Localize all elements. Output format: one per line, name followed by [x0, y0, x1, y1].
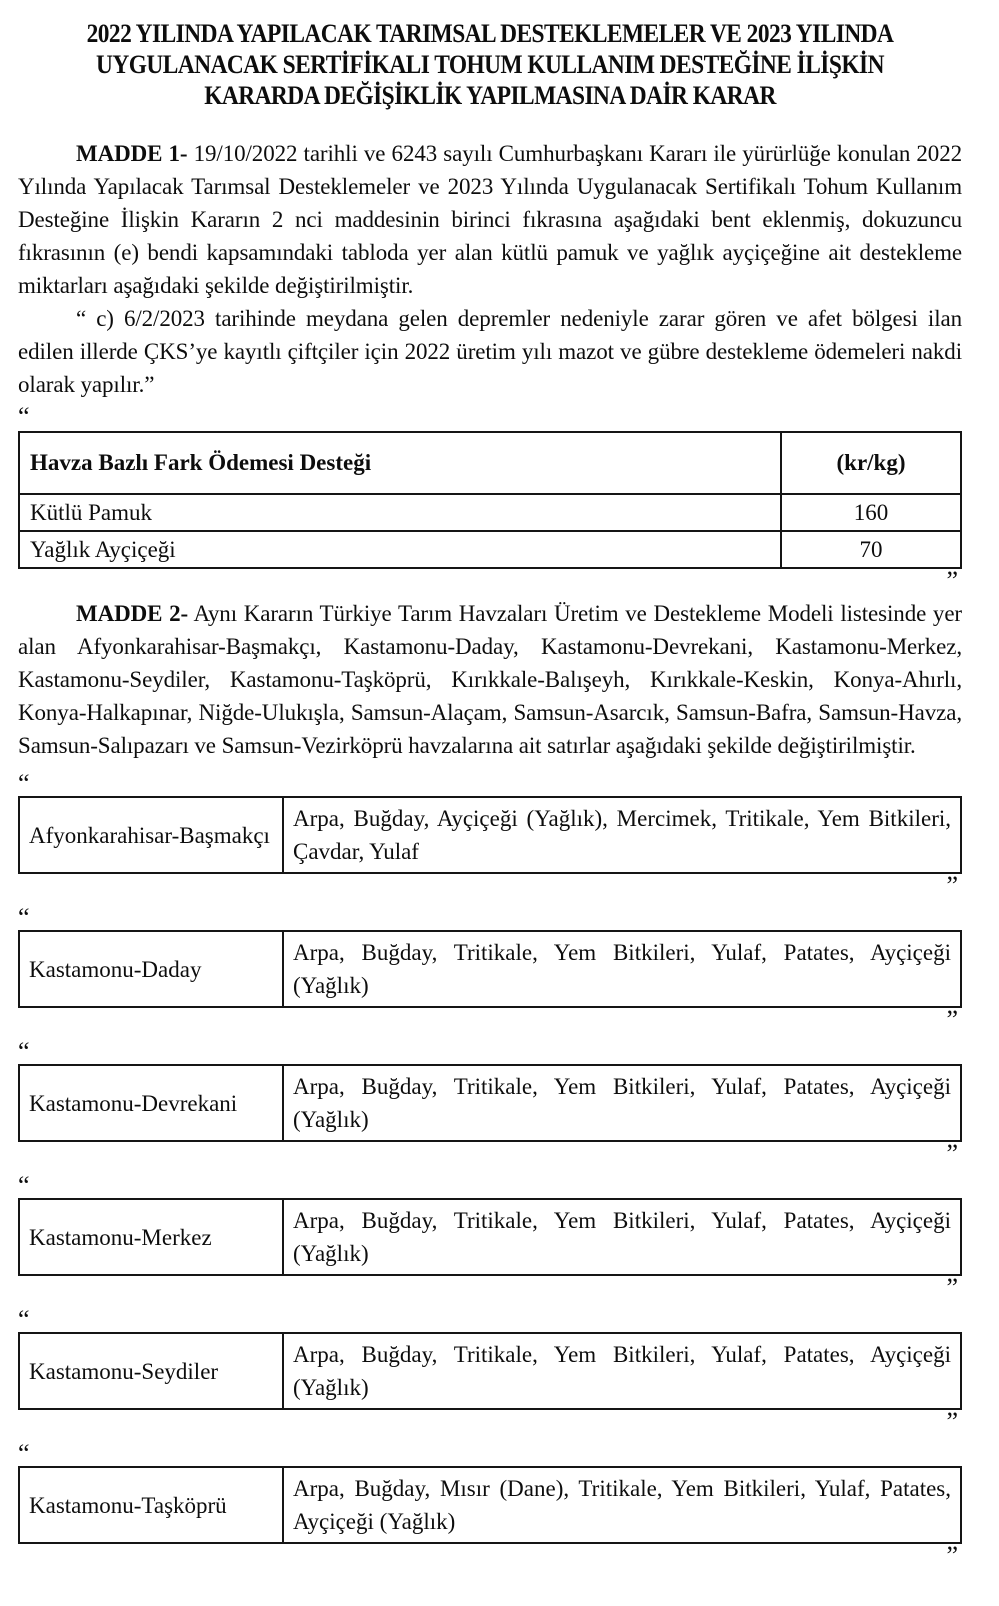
madde2-label: MADDE 2-: [76, 601, 189, 626]
basin-crops-cell: Arpa, Buğday, Mısır (Dane), Tritikale, Yem Bitkileri, Yulaf, Patates, Ayçiçeği (Yağlık): [283, 1467, 961, 1543]
basin-table: [18, 1332, 962, 1410]
open-quote-mark: “: [18, 1305, 30, 1334]
madde1-text: 19/10/2022 tarihli ve 6243 sayılı Cumhurbaşkanı Kararı ile yürürlüğe konulan 2022 Yılında Yapılacak Tarımsal Desteklemeler ve 2023 Yılında Uygulanacak Sertifikalı Tohum Kullanım Desteğine İlişkin Kararın 2 nci maddesinin birinci fıkrasına aşağıdaki bent eklenmiş, dokuzuncu fıkrasının (e) bendi kapsamındaki tabloda yer alan kütlü pamuk ve yağlık ayçiçeğine ait destekleme miktarları aşağıdaki şekilde değiştirilmiştir.: [18, 141, 962, 298]
title-line-2: UYGULANACAK SERTİFİKALI TOHUM KULLANIM DESTEĞİNE İLİŞKİN: [96, 50, 884, 79]
basin-name-cell: Kastamonu-Taşköprü: [19, 1467, 283, 1543]
table-row: [19, 531, 961, 568]
table-row: [19, 1065, 961, 1141]
support-table-header-title: Havza Bazlı Fark Ödemesi Desteği: [19, 432, 781, 494]
basin-name-cell: Kastamonu-Seydiler: [19, 1333, 283, 1409]
basin-crops-cell: Arpa, Buğday, Ayçiçeği (Yağlık), Mercimek, Tritikale, Yem Bitkileri, Çavdar, Yulaf: [283, 797, 961, 873]
support-row-amount: 160: [781, 494, 961, 531]
close-quote-mark: ”: [946, 566, 958, 595]
basin-table: [18, 930, 962, 1008]
madde2-paragraph: [18, 597, 962, 762]
table-row: [19, 1199, 961, 1275]
open-quote-mark: “: [18, 903, 30, 932]
table-row: [19, 931, 961, 1007]
basin-name-cell: Kastamonu-Merkez: [19, 1199, 283, 1275]
close-quote-mark: ”: [946, 1541, 958, 1570]
basin-table: [18, 1198, 962, 1276]
table-row: [19, 797, 961, 873]
basin-name-cell: Kastamonu-Devrekani: [19, 1065, 283, 1141]
madde2-text: Aynı Kararın Türkiye Tarım Havzaları Üretim ve Destekleme Modeli listesinde yer alan Afyonkarahisar-Başmakçı, Kastamonu-Daday, Kastamonu-Devrekani, Kastamonu-Merkez, Kastamonu-Seydiler, Kastamonu-Taşköprü, Kırıkkale-Balışeyh, Kırıkkale-Keskin, Konya-Ahırlı, Konya-Halkapınar, Niğde-Ulukışla, Samsun-Alaçam, Samsun-Asarcık, Samsun-Bafra, Samsun-Havza, Samsun-Salıpazarı ve Samsun-Vezirköprü havzalarına ait satırlar aşağıdaki şekilde değiştirilmiştir.: [18, 601, 962, 758]
title-line-3: KARARDA DEĞİŞİKLİK YAPILMASINA DAİR KARAR: [204, 81, 776, 110]
open-quote-mark: “: [18, 769, 30, 798]
basin-crops-cell: Arpa, Buğday, Tritikale, Yem Bitkileri, Yulaf, Patates, Ayçiçeği (Yağlık): [283, 931, 961, 1007]
madde1-label: MADDE 1-: [76, 141, 188, 166]
close-quote-mark: ”: [946, 871, 958, 900]
madde1-paragraph: [18, 137, 962, 302]
basin-table: [18, 796, 962, 874]
open-quote-mark: “: [18, 1439, 30, 1468]
close-quote-mark: ”: [946, 1005, 958, 1034]
basin-crops-cell: Arpa, Buğday, Tritikale, Yem Bitkileri, Yulaf, Patates, Ayçiçeği (Yağlık): [283, 1333, 961, 1409]
basin-name-cell: Afyonkarahisar-Başmakçı: [19, 797, 283, 873]
table-row: [19, 1333, 961, 1409]
support-table-header-row: [19, 432, 961, 494]
basin-table: [18, 1466, 962, 1544]
table-row: [19, 1467, 961, 1543]
basin-crops-cell: Arpa, Buğday, Tritikale, Yem Bitkileri, Yulaf, Patates, Ayçiçeği (Yağlık): [283, 1199, 961, 1275]
document-title: [65, 18, 915, 111]
support-row-amount: 70: [781, 531, 961, 568]
open-quote-mark: “: [18, 1171, 30, 1200]
close-quote-mark: ”: [946, 1139, 958, 1168]
basin-name-cell: Kastamonu-Daday: [19, 931, 283, 1007]
support-table-header-unit: (kr/kg): [781, 432, 961, 494]
support-table: [18, 431, 962, 569]
table-row: [19, 494, 961, 531]
open-quote-mark: “: [18, 1037, 30, 1066]
basin-table: [18, 1064, 962, 1142]
close-quote-mark: ”: [946, 1273, 958, 1302]
support-row-product: Kütlü Pamuk: [19, 494, 781, 531]
title-line-1: 2022 YILINDA YAPILACAK TARIMSAL DESTEKLEMELER VE 2023 YILINDA: [86, 19, 894, 48]
support-row-product: Yağlık Ayçiçeği: [19, 531, 781, 568]
clause-c-paragraph: “ c) 6/2/2023 tarihinde meydana gelen depremler nedeniyle zarar gören ve afet bölgesi ilan edilen illerde ÇKS’ye kayıtlı çiftçiler için 2022 üretim yılı mazot ve gübre destekleme ödemeleri nakdi olarak yapılır.”: [18, 306, 962, 397]
open-quote-mark: “: [18, 402, 30, 431]
basin-crops-cell: Arpa, Buğday, Tritikale, Yem Bitkileri, Yulaf, Patates, Ayçiçeği (Yağlık): [283, 1065, 961, 1141]
close-quote-mark: ”: [946, 1407, 958, 1436]
